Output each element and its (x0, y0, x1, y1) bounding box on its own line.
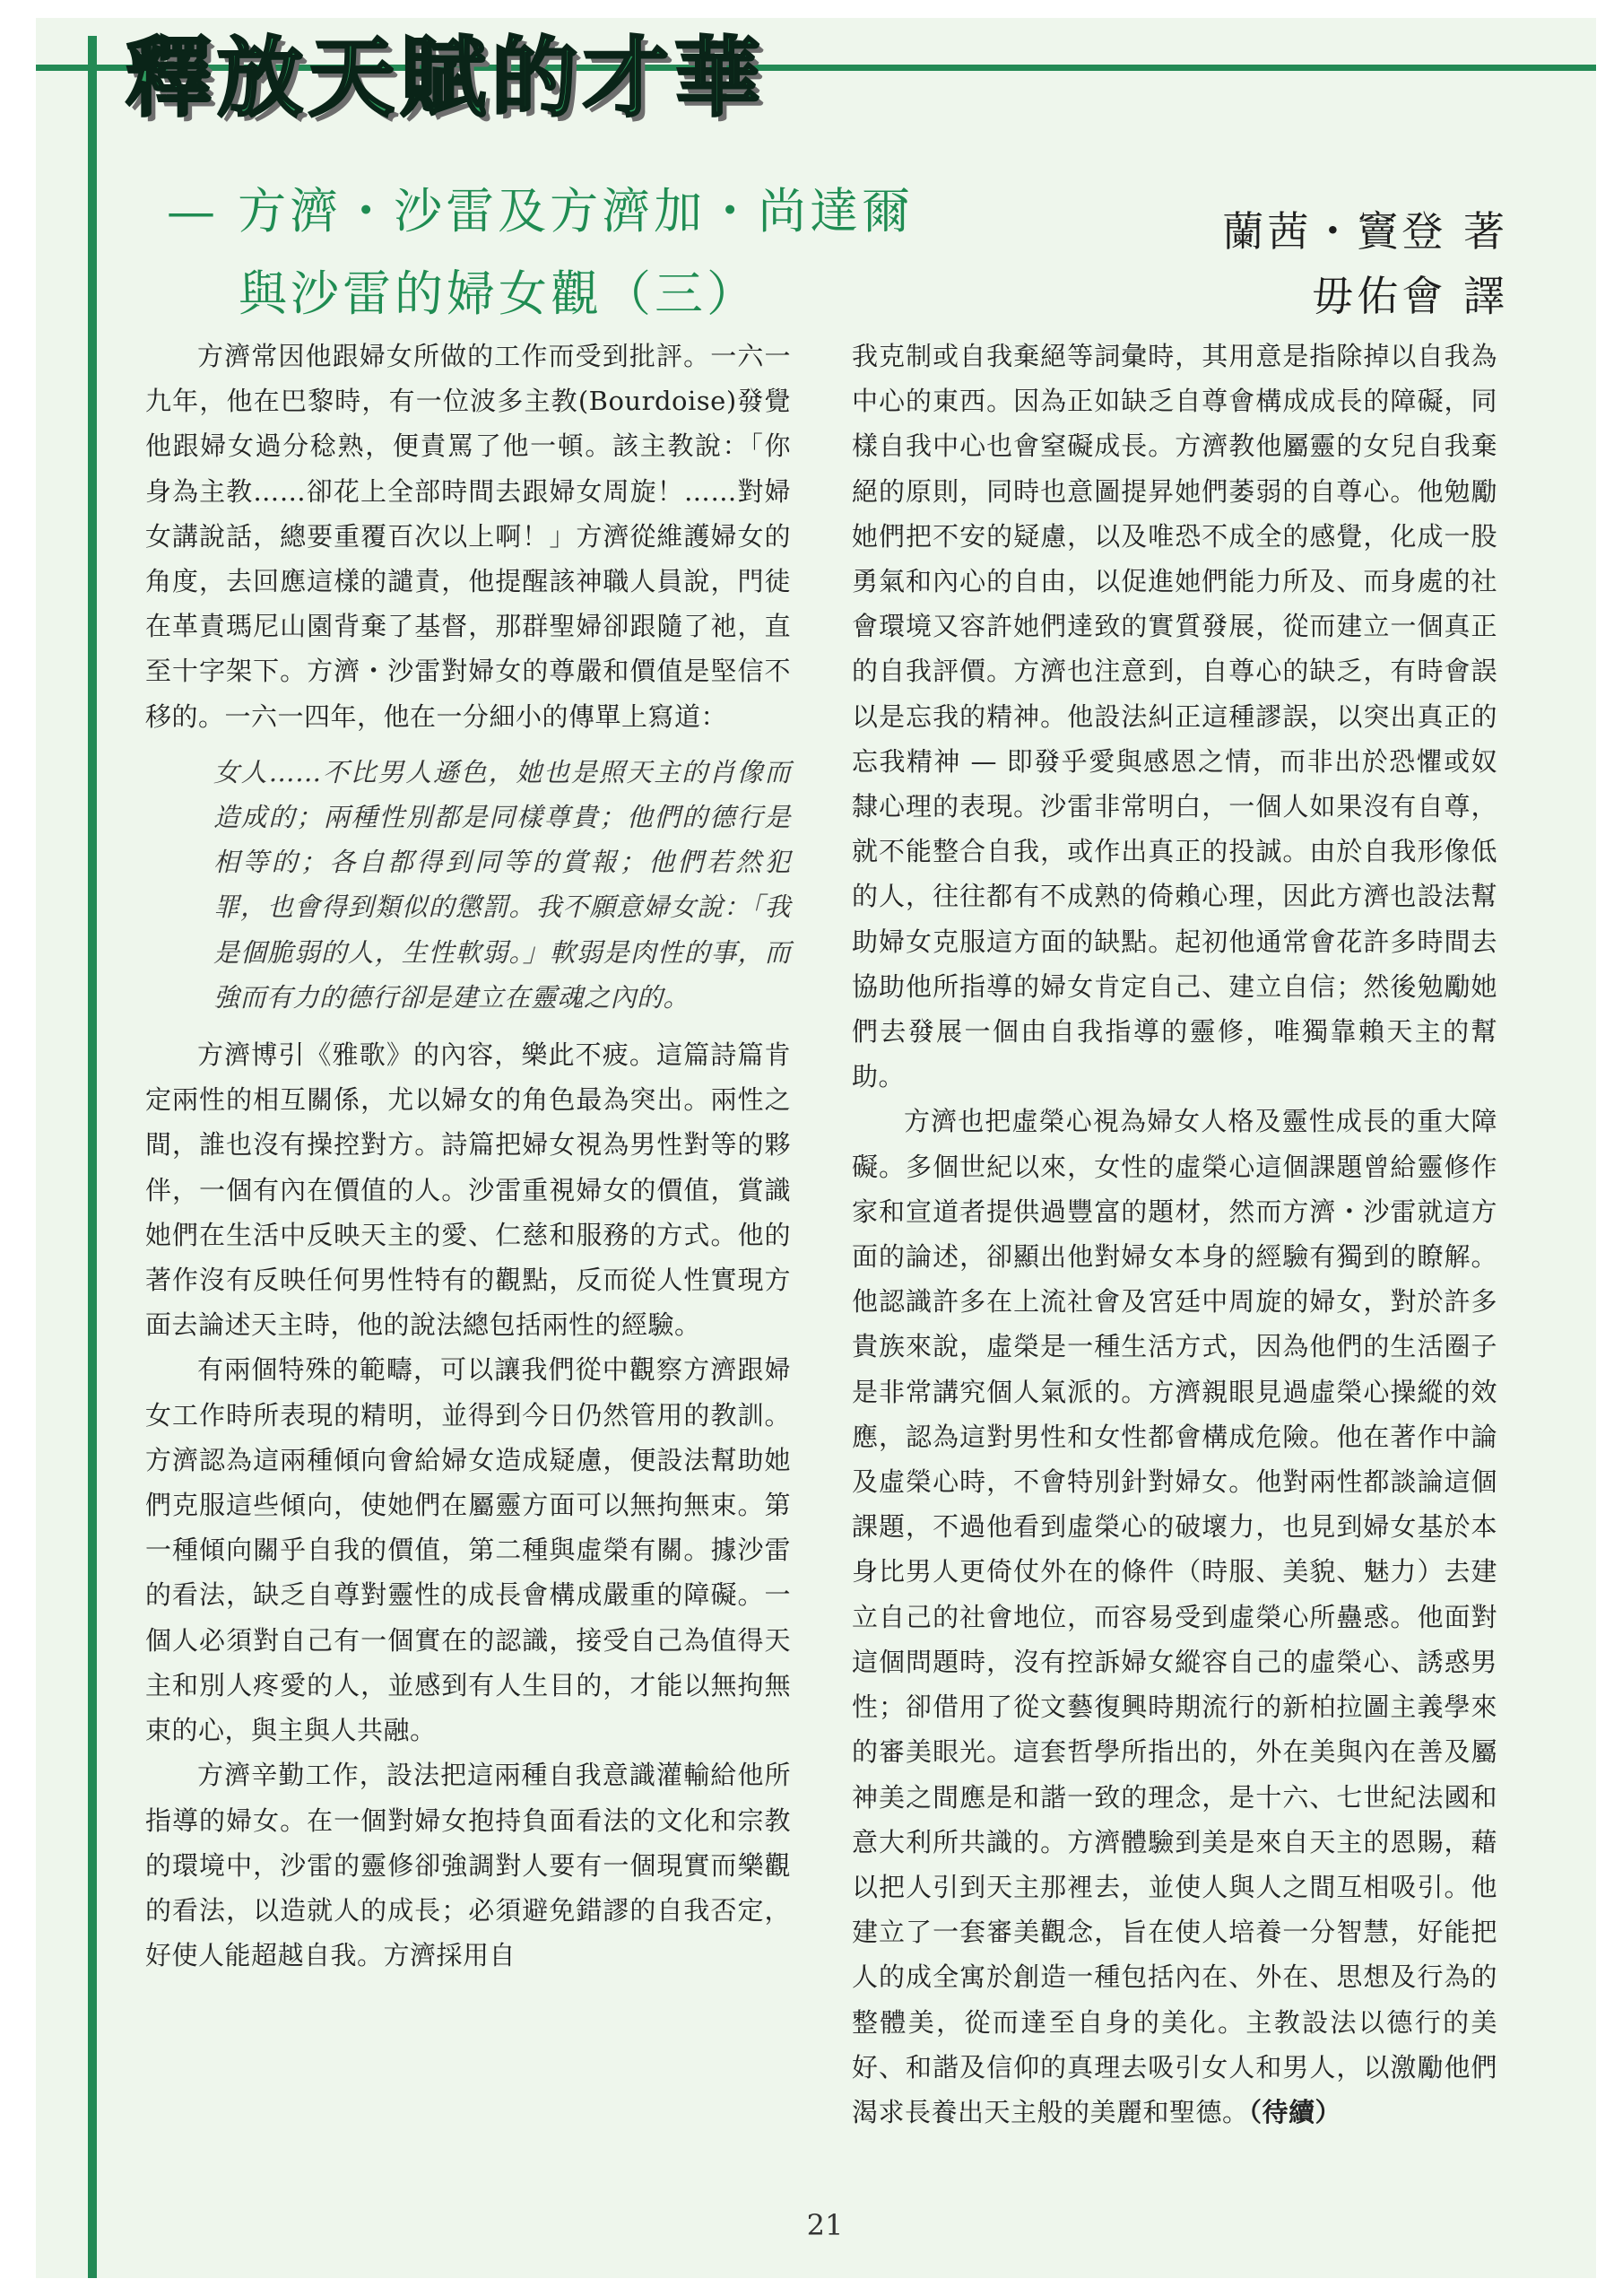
paragraph: 有兩個特殊的範疇，可以讓我們從中觀察方濟跟婦女工作時所表現的精明，並得到今日仍然管用的教訓。方濟認為這兩種傾向會給婦女造成疑慮，便設法幫助她們克服這些傾向，使她們在屬靈方面可以無拘無束。第一種傾向關乎自我的價值，第二種與虛榮有關。據沙雷的看法，缺乏自尊對靈性的成長會構成嚴重的障礙。一個人必須對自己有一個實在的認識，接受自己為值得天主和別人疼愛的人，並感到有人生目的，才能以無拘無束的心，與主與人共融。 (145, 1354, 791, 1746)
right-column (852, 334, 1497, 2135)
author-credit: 蘭茜・竇登 著 (1222, 207, 1508, 256)
title-block (126, 25, 789, 131)
article-title: 釋放天賦的才華 (126, 28, 766, 128)
translator-credit: 毋佑會 譯 (1312, 272, 1508, 320)
page-number: 21 (806, 2208, 844, 2242)
to-be-continued-marker: （待續） (1248, 2096, 1342, 2127)
subtitle-line-2: 與沙雷的婦女觀（三） (239, 265, 759, 322)
paragraph: 方濟辛勤工作，設法把這兩種自我意識灌輸給他所指導的婦女。在一個對婦女抱持負面看法的文化和宗教的環境中，沙雷的靈修卻強調對人要有一個現實而樂觀的看法，以造就人的成長；必須避免錯謬的自我否定，好使人能超越自我。方濟採用自 (145, 1760, 791, 1971)
left-column (145, 334, 791, 1978)
paragraph: 方濟博引《雅歌》的內容，樂此不疲。這篇詩篇肯定兩性的相互關係，尤以婦女的角色最為突出。兩性之間，誰也沒有操控對方。詩篇把婦女視為男性對等的夥伴，一個有內在價值的人。沙雷重視婦女的價值，賞識她們在生活中反映天主的愛、仁慈和服務的方式。他的著作沒有反映任何男性特有的觀點，反而從人性實現方面去論述天主時，他的說法總包括兩性的經驗。 (145, 1039, 791, 1341)
block-quote: 女人……不比男人遜色，她也是照天主的肖像而造成的；兩種性別都是同樣尊貴；他們的德行是相等的；各自都得到同等的賞報；他們若然犯罪，也會得到類似的懲罰。我不願意婦女說：「我是個脆弱的人，生性軟弱。」軟弱是肉性的事，而強而有力的德行卻是建立在靈魂之內的。 (213, 756, 791, 1013)
byline (1132, 199, 1508, 328)
paragraph (852, 1099, 1497, 2135)
paragraph-text: 方濟也把虛榮心視為婦女人格及靈性成長的重大障礙。多個世紀以來，女性的虛榮心這個課題曾給靈修作家和宣道者提供過豐富的題材，然而方濟・沙雷就這方面的論述，卻顯出他對婦女本身的經驗有獨到的瞭解。他認識許多在上流社會及宮廷中周旋的婦女，對於許多貴族來說，虛榮是一種生活方式，因為他們的生活圈子是非常講究個人氣派的。方濟親眼見過虛榮心操縱的效應，認為這對男性和女性都會構成危險。他在著作中論及虛榮心時，不會特別針對婦女。他對兩性都談論這個課題，不過他看到虛榮心的破壞力，也見到婦女基於本身比男人更倚仗外在的條件（時服、美貌、魅力）去建立自己的社會地位，而容易受到虛榮心所蠱惑。他面對這個問題時，沒有控訴婦女縱容自己的虛榮心、誘惑男性；卻借用了從文藝復興時期流行的新柏拉圖主義學來的審美眼光。這套哲學所指出的，外在美與內在善及屬神美之間應是和諧一致的理念，是十六、七世紀法國和意大利所共識的。方濟體驗到美是來自天主的恩賜，藉以把人引到天主那裡去，並使人與人之間互相吸引。他建立了一套審美觀念，旨在使人培養一分智慧，好能把人的成全寓於創造一種包括內在、外在、思想及行為的整體美，從而達至自身的美化。主教設法以德行的美好、和諧及信仰的真理去吸引女人和男人，以激勵他們渴求長養出天主般的美麗和聖德。 (852, 1106, 1497, 2127)
article-subtitle (167, 170, 974, 335)
subtitle-line-1: — 方濟・沙雷及方濟加・尚達爾 (167, 183, 915, 239)
paragraph-continued: 我克制或自我棄絕等詞彙時，其用意是指除掉以自我為中心的東西。因為正如缺乏自尊會構成成長的障礙，同樣自我中心也會窒礙成長。方濟教他屬靈的女兒自我棄絕的原則，同時也意圖提昇她們萎弱的自尊心。他勉勵她們把不安的疑慮，以及唯恐不成全的感覺，化成一股勇氣和內心的自由，以促進她們能力所及、而身處的社會環境又容許她們達致的實質發展，從而建立一個真正的自我評價。方濟也注意到，自尊心的缺乏，有時會誤以是忘我的精神。他設法糾正這種謬誤，以突出真正的忘我精神 — 即發乎愛與感恩之情，而非出於恐懼或奴隸心理的表現。沙雷非常明白，一個人如果沒有自尊，就不能整合自我，或作出真正的投誠。由於自我形像低的人，往往都有不成熟的倚賴心理，因此方濟也設法幫助婦女克服這方面的缺點。起初他通常會花許多時間去協助他所指導的婦女肯定自己、建立自信；然後勉勵她們去發展一個由自我指導的靈修，唯獨靠賴天主的幫助。 (852, 341, 1497, 1092)
paragraph: 方濟常因他跟婦女所做的工作而受到批評。一六一九年，他在巴黎時，有一位波多主教(Bourdoise)發覺他跟婦女過分稔熟，便責罵了他一頓。該主教說：「你身為主教……卻花上全部時間去跟婦女周旋！……對婦女講說話，總要重覆百次以上啊！」方濟從維護婦女的角度，去回應這樣的譴責，他提醒該神職人員說，門徒在革責瑪尼山園背棄了基督，那群聖婦卻跟隨了祂，直至十字架下。方濟・沙雷對婦女的尊嚴和價值是堅信不移的。一六一四年，他在一分細小的傳單上寫道： (145, 341, 791, 732)
margin-green-rule (88, 36, 97, 2278)
